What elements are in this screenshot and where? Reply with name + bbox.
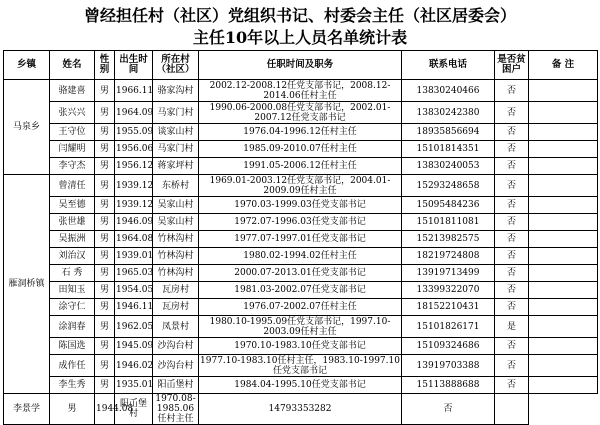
cell-tenure: 1970.10-1983.10任党支部书记 <box>199 338 402 355</box>
cell-sex: 男 <box>95 377 115 394</box>
cell-birth: 1939.12 <box>115 197 153 214</box>
cell-note <box>529 214 598 231</box>
header-birth: 出生时间 <box>115 51 153 80</box>
cell-poor: 否 <box>495 338 529 355</box>
cell-note <box>529 355 598 377</box>
cell-note <box>529 124 598 141</box>
cell-phone: 15113888688 <box>402 377 495 394</box>
cell-poor: 否 <box>495 197 529 214</box>
cell-name: 曾清任 <box>50 175 95 197</box>
cell-village: 竹林沟村 <box>153 248 199 265</box>
cell-note <box>529 377 598 394</box>
cell-name: 王守位 <box>50 124 95 141</box>
cell-phone: 18219724808 <box>402 248 495 265</box>
cell-sex: 男 <box>95 124 115 141</box>
table-row <box>4 355 598 377</box>
cell-tenure: 1976.07-2002.07任村主任 <box>199 299 402 316</box>
cell-sex: 男 <box>95 141 115 158</box>
cell-tenure: 1985.09-2010.07任村主任 <box>199 141 402 158</box>
cell-birth: 1956.12 <box>115 158 153 175</box>
header-town: 乡镇 <box>4 51 50 80</box>
cell-phone: 15109324686 <box>402 338 495 355</box>
header-row <box>4 51 598 80</box>
table-row <box>4 338 598 355</box>
cell-town: 马泉乡 <box>4 80 50 175</box>
cell-village: 马家门村 <box>153 141 199 158</box>
cell-phone: 15101811081 <box>402 214 495 231</box>
document-title <box>0 0 600 49</box>
cell-village: 吴家山村 <box>153 197 199 214</box>
cell-poor: 是 <box>495 316 529 338</box>
cell-tenure: 1972.07-1996.03任党支部书记 <box>199 214 402 231</box>
table-row <box>4 299 598 316</box>
cell-phone: 13919703388 <box>402 355 495 377</box>
table-row <box>4 197 598 214</box>
cell-note <box>529 248 598 265</box>
cell-note <box>529 102 598 124</box>
header-tenure: 任职时间及职务 <box>199 51 402 80</box>
cell-birth: 1946.09 <box>115 214 153 231</box>
cell-birth: 1945.09 <box>115 338 153 355</box>
table-row <box>4 124 598 141</box>
cell-sex: 男 <box>50 394 95 425</box>
cell-tenure: 1984.04-1995.10任党支部书记 <box>199 377 402 394</box>
cell-birth: 1939.01 <box>115 248 153 265</box>
cell-phone: 15293248658 <box>402 175 495 197</box>
cell-tenure: 1990.06-2000.08任党支部书记，2002.01-2007.12任党支部书记 <box>199 102 402 124</box>
cell-sex: 男 <box>95 299 115 316</box>
header-note: 备 注 <box>529 51 598 80</box>
cell-village: 沙沟台村 <box>153 355 199 377</box>
header-name: 姓名 <box>50 51 95 80</box>
cell-poor: 否 <box>495 282 529 299</box>
cell-tenure: 2002.12-2008.12任党支部书记，2008.12-2014.06任村主任 <box>199 80 402 102</box>
cell-name: 李景学 <box>4 394 50 425</box>
cell-sex: 男 <box>95 197 115 214</box>
cell-birth: 1935.01 <box>115 377 153 394</box>
cell-tenure: 1970.08-1985.06任村主任 <box>153 394 199 425</box>
header-sex: 性别 <box>95 51 115 80</box>
cell-phone: 13830242380 <box>402 102 495 124</box>
table-row <box>4 175 598 197</box>
cell-village: 谈家山村 <box>153 124 199 141</box>
cell-phone: 15095484236 <box>402 197 495 214</box>
cell-phone: 14793353282 <box>199 394 402 425</box>
cell-sex: 男 <box>95 355 115 377</box>
cell-note <box>529 299 598 316</box>
cell-name: 李守杰 <box>50 158 95 175</box>
cell-sex: 男 <box>95 102 115 124</box>
cell-poor: 否 <box>495 355 529 377</box>
cell-sex: 男 <box>95 316 115 338</box>
cell-sex: 男 <box>95 231 115 248</box>
cell-phone: 13399322070 <box>402 282 495 299</box>
cell-tenure: 1980.02-1994.02任村主任 <box>199 248 402 265</box>
cell-sex: 男 <box>95 282 115 299</box>
cell-poor: 否 <box>495 214 529 231</box>
roster-table <box>3 50 598 425</box>
cell-name: 涂守仁 <box>50 299 95 316</box>
roster-body <box>4 80 598 425</box>
table-row <box>4 102 598 124</box>
cell-note <box>529 158 598 175</box>
cell-name: 刘治汉 <box>50 248 95 265</box>
cell-village: 瓦房村 <box>153 282 199 299</box>
cell-poor: 否 <box>495 231 529 248</box>
cell-sex: 男 <box>95 338 115 355</box>
table-row <box>4 377 598 394</box>
cell-poor: 否 <box>495 141 529 158</box>
cell-name: 李生秀 <box>50 377 95 394</box>
cell-tenure: 1969.01-2003.12任党支部书记，2004.01-2009.09任村主任 <box>199 175 402 197</box>
cell-birth: 1944.08 <box>95 394 115 425</box>
cell-phone: 15101814351 <box>402 141 495 158</box>
cell-poor: 否 <box>495 124 529 141</box>
table-row <box>4 231 598 248</box>
cell-sex: 男 <box>95 80 115 102</box>
cell-tenure: 1981.03-2002.07任党支部书记 <box>199 282 402 299</box>
cell-village: 阳屲堡村 <box>153 377 199 394</box>
cell-birth: 1964.08 <box>115 231 153 248</box>
table-row <box>4 214 598 231</box>
cell-village: 竹林沟村 <box>153 265 199 282</box>
cell-poor: 否 <box>495 175 529 197</box>
cell-village: 竹林沟村 <box>153 231 199 248</box>
header-poor: 是否贫困户 <box>495 51 529 80</box>
cell-birth: 1939.12 <box>115 175 153 197</box>
cell-birth: 1966.11 <box>115 80 153 102</box>
cell-birth: 1946.02 <box>115 355 153 377</box>
header-phone: 联系电话 <box>402 51 495 80</box>
cell-note <box>529 197 598 214</box>
table-row <box>4 394 598 425</box>
cell-village: 东桥村 <box>153 175 199 197</box>
cell-birth: 1964.09 <box>115 102 153 124</box>
table-row <box>4 265 598 282</box>
cell-birth: 1946.11 <box>115 299 153 316</box>
cell-tenure: 1976.04-1996.12任村主任 <box>199 124 402 141</box>
cell-name: 张兴兴 <box>50 102 95 124</box>
cell-poor: 否 <box>495 377 529 394</box>
cell-note <box>529 80 598 102</box>
table-row <box>4 316 598 338</box>
cell-poor: 否 <box>495 158 529 175</box>
header-village: 所在村（社区） <box>153 51 199 80</box>
cell-tenure: 1991.05-2006.12任村主任 <box>199 158 402 175</box>
table-row <box>4 141 598 158</box>
title-line-1: 曾经担任村（社区）党组织书记、村委会主任（社区居委会） <box>83 6 516 25</box>
cell-note <box>495 394 529 425</box>
title-line-2: 主任10年以上人员名单统计表 <box>192 28 408 47</box>
cell-phone: 18152210431 <box>402 299 495 316</box>
cell-village: 沙沟台村 <box>153 338 199 355</box>
cell-poor: 否 <box>495 102 529 124</box>
cell-phone: 13830240053 <box>402 158 495 175</box>
cell-sex: 男 <box>95 175 115 197</box>
cell-phone: 13830240466 <box>402 80 495 102</box>
cell-tenure: 1977.10-1983.10任村主任，1983.10-1997.10任党支部书记 <box>200 355 400 376</box>
table-row <box>4 248 598 265</box>
cell-village: 凤景村 <box>153 316 199 338</box>
cell-village: 马家门村 <box>153 102 199 124</box>
cell-note <box>529 282 598 299</box>
cell-village: 阳屲堡村 <box>115 394 153 425</box>
table-row <box>4 282 598 299</box>
cell-poor: 否 <box>495 299 529 316</box>
cell-sex: 男 <box>95 265 115 282</box>
cell-birth: 1954.05 <box>115 282 153 299</box>
cell-poor: 否 <box>495 265 529 282</box>
cell-note <box>529 316 598 338</box>
cell-phone: 18935856694 <box>402 124 495 141</box>
cell-tenure: 1970.03-1999.03任党支部书记 <box>199 197 402 214</box>
cell-poor: 否 <box>402 394 495 425</box>
cell-sex: 男 <box>95 158 115 175</box>
cell-phone: 13919713499 <box>402 265 495 282</box>
cell-name: 吴至德 <box>50 197 95 214</box>
cell-poor: 否 <box>495 80 529 102</box>
cell-phone: 15101826171 <box>402 316 495 338</box>
cell-phone: 15213982575 <box>402 231 495 248</box>
cell-village: 骆家沟村 <box>153 80 199 102</box>
cell-note <box>529 231 598 248</box>
cell-village: 蒋家坪村 <box>153 158 199 175</box>
cell-tenure: 1977.07-1997.01任党支部书记 <box>199 231 402 248</box>
cell-note <box>529 338 598 355</box>
cell-town: 雁洞桥镇 <box>4 175 50 394</box>
cell-village: 吴家山村 <box>153 214 199 231</box>
cell-birth: 1962.05 <box>115 316 153 338</box>
cell-name: 吴振洲 <box>50 231 95 248</box>
cell-name: 张世雄 <box>50 214 95 231</box>
cell-sex: 男 <box>95 248 115 265</box>
cell-name: 石 秀 <box>50 265 95 282</box>
table-row <box>4 158 598 175</box>
cell-birth: 1955.09 <box>115 124 153 141</box>
cell-birth: 1965.03 <box>115 265 153 282</box>
cell-birth: 1956.06 <box>115 141 153 158</box>
cell-village: 瓦房村 <box>153 299 199 316</box>
cell-name: 田知玉 <box>50 282 95 299</box>
cell-tenure: 1980.10-1995.09任党支部书记，1997.10-2003.09任村主任 <box>199 316 402 338</box>
cell-name: 陈国选 <box>50 338 95 355</box>
cell-note <box>529 175 598 197</box>
cell-note <box>529 141 598 158</box>
table-row <box>4 80 598 102</box>
cell-name: 成作任 <box>50 355 95 377</box>
cell-poor: 否 <box>495 248 529 265</box>
cell-tenure: 2000.07-2013.01任党支部书记 <box>199 265 402 282</box>
cell-sex: 男 <box>95 214 115 231</box>
cell-note <box>529 265 598 282</box>
cell-name: 闫耀明 <box>50 141 95 158</box>
cell-name: 骆建喜 <box>50 80 95 102</box>
cell-name: 涂润春 <box>50 316 95 338</box>
